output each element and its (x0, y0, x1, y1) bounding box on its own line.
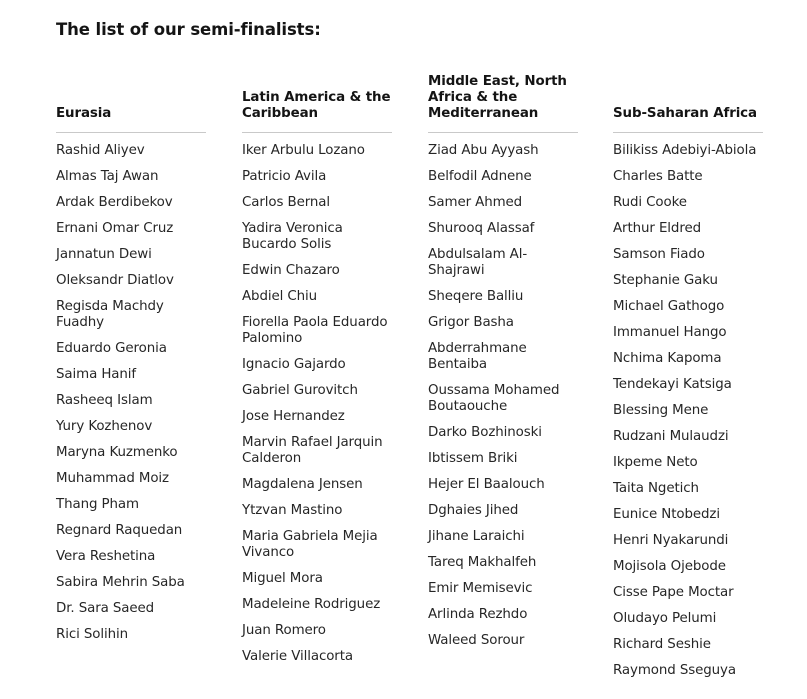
semi-finalist-name: Darko Bozhinoski (428, 425, 542, 440)
semi-finalist-name: Thang Pham (56, 497, 139, 512)
semi-finalist-name: Sheqere Balliu (428, 289, 524, 304)
semi-finalist-name: Samson Fiado (613, 247, 705, 262)
semi-finalist-name: Dr. Sara Saeed (56, 601, 155, 616)
region-heading: Latin America & the Caribbean (242, 90, 391, 121)
semi-finalist-name: Saima Hanif (56, 367, 137, 382)
semi-finalist-list (242, 143, 392, 665)
region-column-eurasia (56, 72, 208, 653)
semi-finalist-name: Stephanie Gaku (613, 273, 718, 288)
semi-finalist-name: Maria Gabriela Mejia Vivanco (242, 529, 378, 560)
semi-finalist-name: Rici Solihin (56, 627, 128, 642)
semi-finalist-name: Richard Seshie (613, 637, 711, 652)
semi-finalist-name: Bilikiss Adebiyi-Abiola (613, 143, 757, 158)
semi-finalist-name: Dghaies Jihed (428, 503, 519, 518)
semi-finalist-name: Fiorella Paola Eduardo Palomino (242, 315, 388, 346)
semi-finalist-list (56, 143, 208, 643)
semi-finalist-name: Patricio Avila (242, 169, 327, 184)
semi-finalist-name: Arlinda Rezhdo (428, 607, 528, 622)
semi-finalist-name: Rasheeq Islam (56, 393, 153, 408)
semi-finalist-name: Oludayo Pelumi (613, 611, 717, 626)
semi-finalist-name: Taita Ngetich (613, 481, 699, 496)
heading-divider (428, 132, 578, 133)
semi-finalist-name: Mojisola Ojebode (613, 559, 726, 574)
semi-finalist-name: Henri Nyakarundi (613, 533, 729, 548)
semi-finalist-name: Ardak Berdibekov (56, 195, 173, 210)
region-heading: Sub-Saharan Africa (613, 106, 757, 121)
semi-finalist-name: Carlos Bernal (242, 195, 331, 210)
semi-finalist-name: Juan Romero (242, 623, 326, 638)
semi-finalist-name: Grigor Basha (428, 315, 514, 330)
semi-finalist-name: Eunice Ntobedzi (613, 507, 720, 522)
semi-finalist-name: Eduardo Geronia (56, 341, 167, 356)
semi-finalist-name: Samer Ahmed (428, 195, 523, 210)
semi-finalist-name: Iker Arbulu Lozano (242, 143, 365, 158)
semi-finalist-name: Raymond Sseguya (613, 663, 736, 678)
semi-finalist-name: Hejer El Baalouch (428, 477, 545, 492)
region-column-mena (428, 72, 580, 659)
semi-finalist-name: Edwin Chazaro (242, 263, 340, 278)
semi-finalist-name: Nchima Kapoma (613, 351, 722, 366)
semi-finalist-name: Ytzvan Mastino (242, 503, 343, 518)
semi-finalist-name: Ignacio Gajardo (242, 357, 346, 372)
semi-finalist-name: Magdalena Jensen (242, 477, 363, 492)
semi-finalist-name: Rudzani Mulaudzi (613, 429, 729, 444)
heading-divider (242, 132, 392, 133)
semi-finalist-name: Tareq Makhalfeh (428, 555, 537, 570)
semi-finalist-name: Valerie Villacorta (242, 649, 353, 664)
semi-finalist-name: Ibtissem Briki (428, 451, 518, 466)
semi-finalist-name: Charles Batte (613, 169, 703, 184)
region-heading: Eurasia (56, 106, 112, 121)
semi-finalist-name: Ikpeme Neto (613, 455, 698, 470)
semi-finalist-name: Gabriel Gurovitch (242, 383, 358, 398)
semi-finalist-name: Regnard Raquedan (56, 523, 183, 538)
semi-finalist-name: Rashid Aliyev (56, 143, 145, 158)
region-column-sub-saharan-africa (613, 72, 765, 689)
semi-finalist-name: Yadira Veronica Bucardo Solis (242, 221, 343, 252)
semi-finalist-name: Blessing Mene (613, 403, 709, 418)
semi-finalist-name: Rudi Cooke (613, 195, 687, 210)
semi-finalist-list (613, 143, 765, 679)
semi-finalist-name: Maryna Kuzmenko (56, 445, 178, 460)
region-heading: Middle East, North Africa & the Mediterranean (428, 74, 567, 121)
semi-finalist-list (428, 143, 580, 649)
semi-finalist-name: Marvin Rafael Jarquin Calderon (242, 435, 383, 466)
semi-finalist-name: Abdiel Chiu (242, 289, 318, 304)
region-column-latin-america (242, 72, 392, 675)
semi-finalist-name: Sabira Mehrin Saba (56, 575, 185, 590)
semi-finalist-name: Miguel Mora (242, 571, 323, 586)
semi-finalist-name: Shurooq Alassaf (428, 221, 535, 236)
semi-finalist-name: Jose Hernandez (242, 409, 345, 424)
semi-finalist-name: Tendekayi Katsiga (613, 377, 732, 392)
semi-finalist-name: Michael Gathogo (613, 299, 725, 314)
semi-finalist-name: Madeleine Rodriguez (242, 597, 381, 612)
semi-finalist-name: Abdulsalam Al-Shajrawi (428, 247, 528, 278)
semi-finalist-name: Emir Memisevic (428, 581, 533, 596)
semi-finalist-name: Ziad Abu Ayyash (428, 143, 539, 158)
semi-finalist-name: Immanuel Hango (613, 325, 727, 340)
heading-divider (56, 132, 206, 133)
semi-finalist-name: Arthur Eldred (613, 221, 701, 236)
semi-finalist-name: Almas Taj Awan (56, 169, 159, 184)
semi-finalist-name: Regisda Machdy Fuadhy (56, 299, 164, 330)
page-title: The list of our semi-finalists: (56, 20, 321, 39)
semi-finalist-name: Muhammad Moiz (56, 471, 169, 486)
heading-divider (613, 132, 763, 133)
semi-finalist-name: Oleksandr Diatlov (56, 273, 174, 288)
semi-finalist-name: Cisse Pape Moctar (613, 585, 734, 600)
semi-finalist-name: Belfodil Adnene (428, 169, 532, 184)
semi-finalist-name: Jihane Laraichi (428, 529, 525, 544)
semi-finalist-name: Ernani Omar Cruz (56, 221, 174, 236)
semi-finalist-name: Jannatun Dewi (56, 247, 152, 262)
semi-finalist-name: Oussama Mohamed Boutaouche (428, 383, 560, 414)
semi-finalist-name: Abderrahmane Bentaiba (428, 341, 527, 372)
semi-finalist-name: Waleed Sorour (428, 633, 525, 648)
semi-finalist-name: Vera Reshetina (56, 549, 156, 564)
semi-finalist-name: Yury Kozhenov (56, 419, 153, 434)
